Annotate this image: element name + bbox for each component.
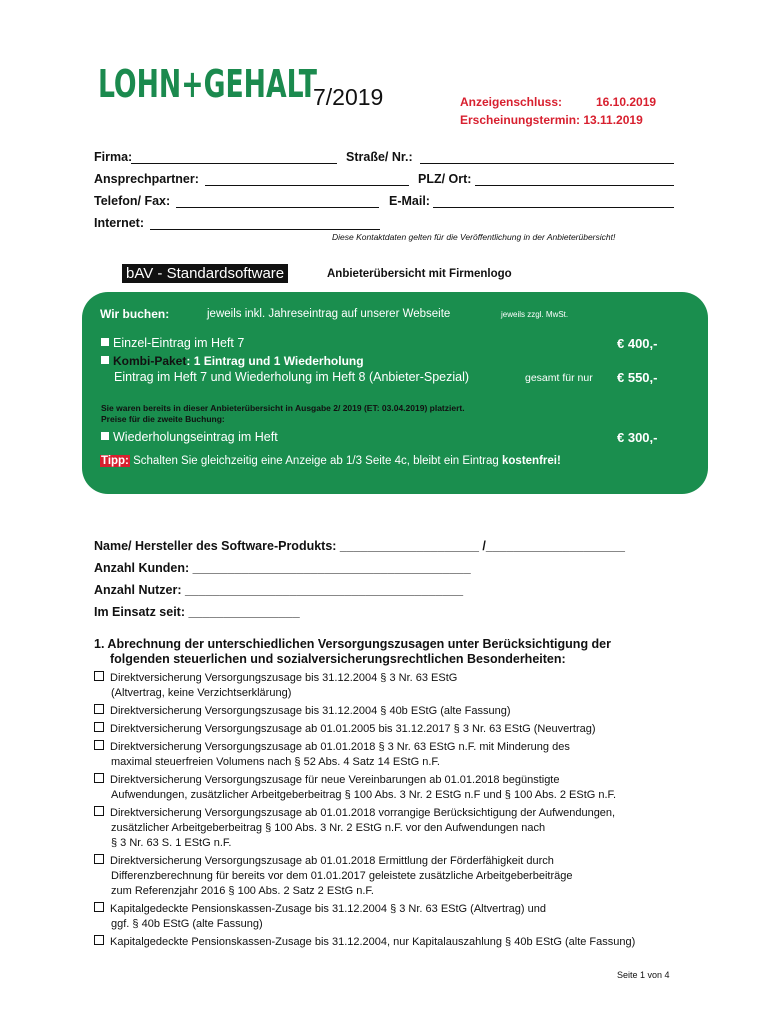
option-text: Direktversicherung Versorgungszusage ab 01.01.2018 vorrangige Berücksichtigung der Aufwendungen, xyxy=(110,807,616,819)
strasse-field[interactable] xyxy=(420,163,674,164)
tipp-label: Tipp: xyxy=(101,455,129,467)
option-checkbox-row[interactable] xyxy=(94,806,615,851)
internet-field[interactable] xyxy=(150,229,380,230)
option-text: Direktversicherung Versorgungszusage ab 01.01.2018 § 3 Nr. 63 EStG n.F. mit Minderung des xyxy=(110,741,570,753)
checkbox-square-icon xyxy=(101,338,109,346)
contact-note: Diese Kontaktdaten gelten für die Veröffentlichung in der Anbieterübersicht! xyxy=(332,232,616,242)
checkbox-icon[interactable] xyxy=(94,854,104,864)
option-checkbox-row[interactable] xyxy=(94,740,570,770)
incl-note: jeweils inkl. Jahreseintrag auf unserer Webseite xyxy=(207,308,451,320)
option-text: § 3 Nr. 63 S. 1 EStG n.F. xyxy=(111,837,232,849)
checkbox-icon[interactable] xyxy=(94,704,104,714)
issue-number: 7/2019 xyxy=(313,84,384,110)
checkbox-icon[interactable] xyxy=(94,773,104,783)
option-checkbox-row[interactable] xyxy=(94,722,596,737)
section-badge: bAV - Standardsoftware xyxy=(122,264,288,283)
booking-box xyxy=(82,292,708,494)
option-checkbox-row[interactable] xyxy=(94,773,616,803)
kombi-description: Eintrag im Heft 7 und Wiederholung im Heft 8 (Anbieter-Spezial) xyxy=(114,370,470,384)
checkbox-square-icon xyxy=(101,432,109,440)
anzahl-nutzer-field[interactable]: Anzahl Nutzer: ________________________________________ xyxy=(94,583,464,597)
option-text: Direktversicherung Versorgungszusage ab 01.01.2005 bis 31.12.2017 § 3 Nr. 63 EStG (Neuvertrag) xyxy=(110,723,596,735)
section-subtitle: Anbieterübersicht mit Firmenlogo xyxy=(327,268,512,280)
option-text: Aufwendungen, zusätzlicher Arbeitgeberbeitrag § 100 Abs. 3 Nr. 2 EStG n.F und § 100 Abs. 2 EStG n.F. xyxy=(111,789,617,801)
section1-heading-cont: folgenden steuerlichen und sozialversicherungsrechtlichen Besonderheiten: xyxy=(110,652,566,666)
option-text: Direktversicherung Versorgungszusage für neue Vereinbarungen ab 01.01.2018 begünstigte xyxy=(110,774,560,786)
checkbox-square-icon xyxy=(101,356,109,364)
firma-label: Firma: xyxy=(94,150,133,164)
option-checkbox-row[interactable] xyxy=(94,935,635,950)
wiederholung-option[interactable]: Wiederholungseintrag im Heft xyxy=(101,430,278,444)
internet-label: Internet: xyxy=(94,216,144,230)
option-text: Direktversicherung Versorgungszusage bis 31.12.2004 § 3 Nr. 63 EStG xyxy=(110,672,458,684)
anzahl-kunden-field[interactable]: Anzahl Kunden: ________________________________________ xyxy=(94,561,471,575)
deadline-label: Anzeigenschluss: xyxy=(460,95,563,109)
section1-heading: 1. Abrechnung der unterschiedlichen Versorgungszusagen unter Berücksichtigung der xyxy=(94,637,611,651)
telefon-fax-label: Telefon/ Fax: xyxy=(94,194,171,208)
option-text: Direktversicherung Versorgungszusage ab 01.01.2018 Ermittlung der Förderfähigkeit durch xyxy=(110,855,554,867)
plz-ort-label: PLZ/ Ort: xyxy=(418,172,472,186)
firma-field[interactable] xyxy=(131,163,337,164)
software-name-field[interactable]: Name/ Hersteller des Software-Produkts: ____________________ /____________________ xyxy=(94,539,625,553)
checkbox-icon[interactable] xyxy=(94,671,104,681)
checkbox-icon[interactable] xyxy=(94,722,104,732)
checkbox-icon[interactable] xyxy=(94,806,104,816)
lohn-gehalt-logo: LOHN+GEHALT xyxy=(98,62,317,106)
kombi-price: € 550,- xyxy=(617,370,658,385)
einzel-option[interactable]: Einzel-Eintrag im Heft 7 xyxy=(101,336,244,350)
prior-booking-info: Sie waren bereits in dieser Anbieterübersicht in Ausgabe 2/ 2019 (ET: 03.04.2019) platziert. xyxy=(101,403,465,413)
wiederholung-price: € 300,- xyxy=(617,430,658,445)
publication-date: Erscheinungstermin: 13.11.2019 xyxy=(460,113,643,127)
wir-buchen-label: Wir buchen: xyxy=(100,307,170,321)
checkbox-icon[interactable] xyxy=(94,740,104,750)
plz-ort-field[interactable] xyxy=(475,185,674,186)
option-text: maximal steuerfreien Volumens nach § 52 Abs. 4 Satz 14 EStG n.F. xyxy=(111,756,440,768)
kombi-option[interactable]: Kombi-Paket: 1 Eintrag und 1 Wiederholung xyxy=(101,354,364,368)
option-text: Direktversicherung Versorgungszusage bis 31.12.2004 § 40b EStG (alte Fassung) xyxy=(110,705,511,717)
checkbox-icon[interactable] xyxy=(94,935,104,945)
option-checkbox-row[interactable] xyxy=(94,671,457,701)
checkbox-icon[interactable] xyxy=(94,902,104,912)
email-label: E-Mail: xyxy=(389,194,430,208)
mwst-note: jeweils zzgl. MwSt. xyxy=(501,310,569,319)
option-text: Kapitalgedeckte Pensionskassen-Zusage bis 31.12.2004 § 3 Nr. 63 EStG (Altvertrag) und xyxy=(110,903,546,915)
deadline-date: 16.10.2019 xyxy=(596,95,657,109)
ansprechpartner-field[interactable] xyxy=(205,185,409,186)
option-checkbox-row[interactable] xyxy=(94,854,572,899)
option-text: ggf. § 40b EStG (alte Fassung) xyxy=(111,918,263,930)
telefon-fax-field[interactable] xyxy=(176,207,379,208)
second-booking-prices: Preise für die zweite Buchung: xyxy=(101,414,225,424)
option-checkbox-row[interactable] xyxy=(94,704,511,719)
einsatz-seit-field[interactable]: Im Einsatz seit: ________________ xyxy=(94,605,300,619)
option-text: Differenzberechnung für bereits vor dem 01.01.2017 geleistete zusätzliche Arbeitgeberbeiträge xyxy=(111,870,573,882)
kombi-gesamt-label: gesamt für nur xyxy=(525,372,593,384)
tipp-line: Tipp: Schalten Sie gleichzeitig eine Anzeige ab 1/3 Seite 4c, bleibt ein Eintrag kostenfrei! xyxy=(101,455,561,467)
email-field[interactable] xyxy=(433,207,674,208)
ansprechpartner-label: Ansprechpartner: xyxy=(94,172,199,186)
strasse-label: Straße/ Nr.: xyxy=(346,150,413,164)
option-text: Kapitalgedeckte Pensionskassen-Zusage bis 31.12.2004, nur Kapitalauszahlung § 40b EStG (alte Fassung) xyxy=(110,936,636,948)
option-text: zum Referenzjahr 2016 § 100 Abs. 2 Satz 2 EStG n.F. xyxy=(111,885,374,897)
page-number: Seite 1 von 4 xyxy=(617,970,670,980)
option-checkbox-row[interactable] xyxy=(94,902,546,932)
option-text: zusätzlicher Arbeitgeberbeitrag § 100 Abs. 3 Nr. 2 EStG n.F. vor den Aufwendungen nach xyxy=(111,822,546,834)
option-text: (Altvertrag, keine Verzichtserklärung) xyxy=(111,687,292,699)
einzel-price: € 400,- xyxy=(617,336,658,351)
